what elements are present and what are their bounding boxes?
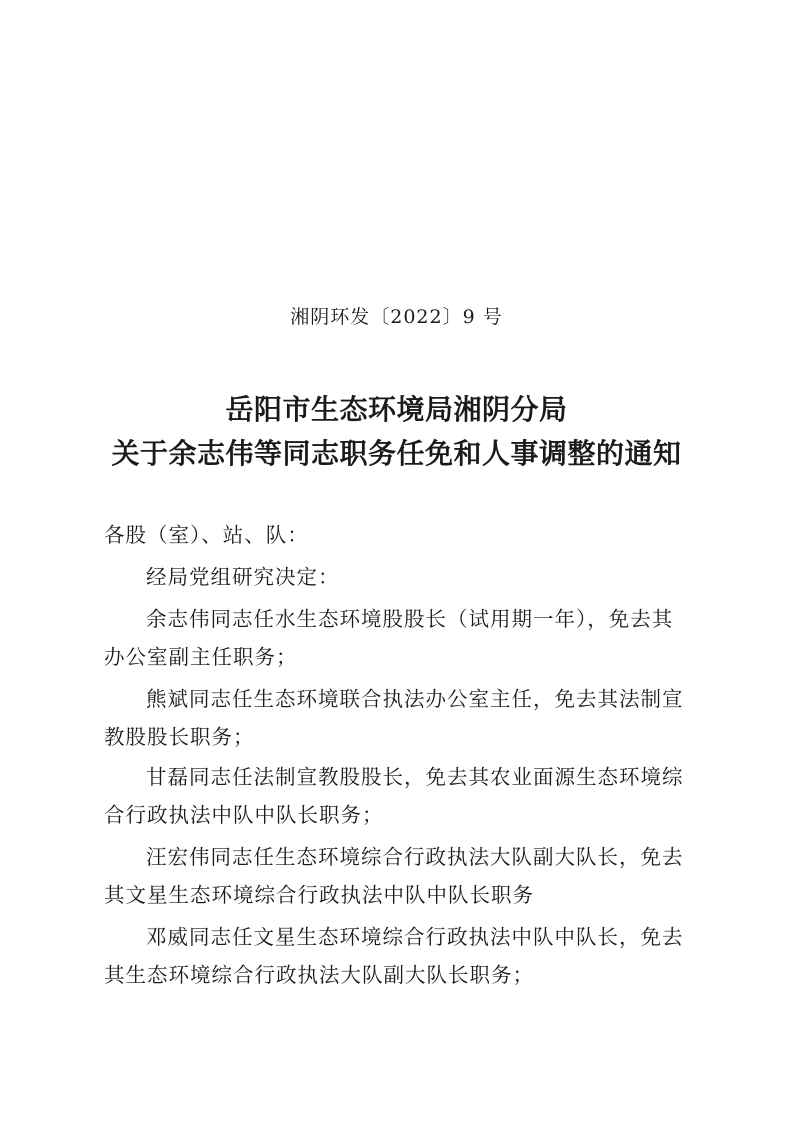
paragraph-appointment: 邓威同志任文星生态环境综合行政执法中队中队长，免去其生态环境综合行政执法大队副大队长职务； — [104, 925, 684, 987]
document-title-line-1: 岳阳市生态环境局湘阴分局 — [225, 393, 568, 426]
paragraph-appointment: 余志伟同志任水生态环境股股长（试用期一年），免去其办公室副主任职务； — [104, 607, 674, 669]
paragraph-appointment: 熊斌同志任生态环境联合执法办公室主任，免去其法制宣教股股长职务； — [104, 687, 684, 749]
paragraph-appointment: 汪宏伟同志任生态环境综合行政执法大队副大队长，免去其文星生态环境综合行政执法中队中队长职务 — [104, 845, 684, 907]
paragraph-appointment: 甘磊同志任法制宣教股股长，免去其农业面源生态环境综合行政执法中队中队长职务； — [104, 765, 684, 827]
document-title-line-2: 关于余志伟等同志职务任免和人事调整的通知 — [111, 437, 682, 470]
salutation: 各股（室）、站、队： — [104, 523, 309, 547]
document-number: 湘阴环发〔2022〕9 号 — [290, 306, 503, 328]
paragraph-decision-intro: 经局党组研究决定： — [146, 565, 340, 589]
